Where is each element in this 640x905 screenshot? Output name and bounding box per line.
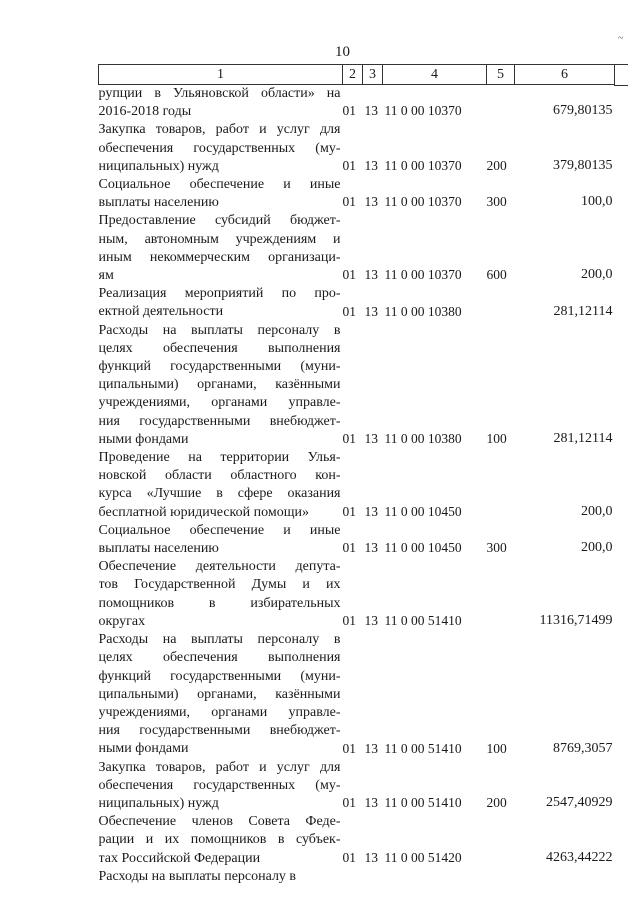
expense-name — [99, 813, 343, 868]
expense-name-line: новской области областного кон- — [98, 468, 341, 484]
subsection-code: 13 — [364, 158, 378, 174]
expense-type-code — [487, 285, 515, 321]
expense-name-line: помощников в избирательных — [98, 595, 341, 611]
expense-name — [99, 631, 343, 758]
target-article-code: 11 0 00 51420 — [384, 849, 462, 865]
expense-name-line: Расходы на выплаты персоналу в — [98, 868, 297, 884]
target-article-code: 11 0 00 10370 — [384, 103, 462, 119]
target-article-code: 11 0 00 10370 — [384, 158, 462, 174]
table-row — [99, 631, 615, 758]
expense-name-line: ципальными) органами, казёнными — [98, 686, 341, 702]
expense-name-line: Социальное обеспечение и иные — [98, 522, 341, 538]
expense-name-line: тах Российской Федерации — [98, 850, 261, 866]
expense-name-line: иным некоммерческим организаци- — [98, 249, 341, 265]
subsection-code: 13 — [364, 267, 378, 283]
expense-name — [99, 322, 343, 449]
table-row — [99, 85, 615, 122]
section-code — [343, 868, 363, 886]
expense-name-line: рации и их помощников в субъек- — [98, 832, 341, 848]
budget-table — [98, 64, 615, 886]
page-number: 10 — [335, 44, 350, 60]
expense-name-line: учреждениями, органами управле- — [98, 704, 341, 720]
subsection-code — [363, 868, 383, 886]
expense-type-code: 100 — [486, 740, 507, 756]
expense-type-code — [487, 558, 515, 631]
expense-type-code — [487, 449, 515, 522]
expense-name — [99, 868, 343, 886]
amount-value: 100,0 — [581, 194, 613, 210]
section-code: 01 — [342, 431, 356, 447]
expense-type-code: 300 — [486, 540, 507, 556]
subsection-code: 13 — [364, 795, 378, 811]
section-code: 01 — [342, 849, 356, 865]
expense-name-line: обеспечения государственных (му- — [98, 140, 341, 156]
expense-type-code — [487, 813, 515, 868]
amount-value — [515, 868, 615, 886]
expense-name — [99, 449, 343, 522]
expense-name-line: 2016-2018 годы — [98, 104, 192, 120]
expense-name-line: выплаты населению — [98, 195, 219, 211]
column-header-name: 1 — [99, 65, 343, 85]
section-code: 01 — [342, 194, 356, 210]
table-row — [99, 285, 615, 321]
expense-name-line: Социальное обеспечение и иные — [98, 177, 341, 193]
expense-type-code — [487, 85, 515, 122]
target-article-code — [383, 868, 487, 886]
expense-name-line: ным, автономным учреждениям и — [98, 231, 341, 247]
expense-name — [99, 558, 343, 631]
target-article-code: 11 0 00 10380 — [384, 303, 462, 319]
table-row — [99, 322, 615, 449]
column-header-subsection: 3 — [363, 65, 383, 85]
expense-name-line: Обеспечение деятельности депута- — [98, 559, 341, 575]
expense-name-line: ния государственными внебюджет- — [98, 413, 341, 429]
expense-name-line: функций государственными (муни- — [98, 668, 341, 684]
amount-value: 2547,40929 — [546, 795, 613, 811]
expense-name-line: бесплатной юридической помощи» — [98, 504, 309, 520]
expense-name-line: целях обеспечения выполнения — [98, 340, 341, 356]
expense-name-line: ния государственными внебюджет- — [98, 723, 341, 739]
expense-name-line: ектной деятельности — [98, 304, 224, 320]
expense-name-line: ными фондами — [98, 741, 189, 757]
expense-name-line: ниципальных) нужд — [98, 795, 219, 811]
subsection-code: 13 — [364, 103, 378, 119]
amount-value: 200,0 — [581, 503, 613, 519]
amount-value: 4263,44222 — [546, 849, 613, 865]
expense-type-code: 300 — [486, 194, 507, 210]
amount-value: 679,80135 — [553, 103, 613, 119]
target-article-code: 11 0 00 51410 — [384, 740, 462, 756]
expense-name-line: Расходы на выплаты персоналу в — [98, 632, 341, 648]
section-code: 01 — [342, 303, 356, 319]
expense-name — [99, 212, 343, 285]
subsection-code: 13 — [364, 740, 378, 756]
column-header-amount: 6 — [515, 65, 615, 85]
table-row — [99, 759, 615, 814]
column-header-expense-type: 5 — [487, 65, 515, 85]
section-code: 01 — [342, 740, 356, 756]
amount-value: 200,0 — [581, 540, 613, 556]
expense-type-code: 200 — [486, 795, 507, 811]
subsection-code: 13 — [364, 540, 378, 556]
target-article-code: 11 0 00 10370 — [384, 267, 462, 283]
expense-name-line: Обеспечение членов Совета Феде- — [98, 814, 341, 830]
target-article-code: 11 0 00 51410 — [384, 613, 462, 629]
expense-name-line: Реализация мероприятий по про- — [98, 286, 341, 302]
section-code: 01 — [342, 540, 356, 556]
expense-type-code: 100 — [486, 431, 507, 447]
amount-value: 200,0 — [581, 267, 613, 283]
expense-name-line: округах — [98, 613, 146, 629]
subsection-code: 13 — [364, 431, 378, 447]
subsection-code: 13 — [364, 303, 378, 319]
target-article-code: 11 0 00 10370 — [384, 194, 462, 210]
expense-name-line: обеспечения государственных (му- — [98, 777, 341, 793]
expense-name-line: ципальными) органами, казёнными — [98, 377, 341, 393]
section-code: 01 — [342, 795, 356, 811]
table-row — [99, 522, 615, 558]
expense-name-line: курса «Лучшие в сфере оказания — [98, 486, 341, 502]
column-header-target-article: 4 — [383, 65, 487, 85]
expense-name-line: ям — [98, 268, 114, 284]
expense-name — [99, 759, 343, 814]
table-row — [99, 121, 615, 176]
amount-value: 8769,3057 — [553, 740, 613, 756]
subsection-code: 13 — [364, 503, 378, 519]
column-number-header-row — [99, 65, 615, 85]
expense-name — [99, 85, 343, 122]
expense-name-line: Предоставление субсидий бюджет- — [98, 213, 341, 229]
target-article-code: 11 0 00 10450 — [384, 540, 462, 556]
subsection-code: 13 — [364, 194, 378, 210]
expense-name — [99, 176, 343, 212]
expense-name — [99, 121, 343, 176]
expense-type-code: 200 — [486, 158, 507, 174]
target-article-code: 11 0 00 10450 — [384, 503, 462, 519]
table-row — [99, 212, 615, 285]
expense-name-line: рупции в Ульяновской области» на — [98, 86, 341, 101]
expense-name-line: функций государственными (муни- — [98, 359, 341, 375]
amount-value: 379,80135 — [553, 158, 613, 174]
target-article-code: 11 0 00 51410 — [384, 795, 462, 811]
expense-name-line: учреждениями, органами управле- — [98, 395, 341, 411]
amount-value: 281,12114 — [553, 431, 613, 447]
expense-name-line: Проведение на территории Улья- — [98, 450, 341, 466]
column-header-section: 2 — [343, 65, 363, 85]
expense-name-line: Закупка товаров, работ и услуг для — [98, 759, 341, 775]
table-row — [99, 813, 615, 868]
expense-name — [99, 522, 343, 558]
subsection-code: 13 — [364, 613, 378, 629]
subsection-code: 13 — [364, 849, 378, 865]
expense-name-line: Закупка товаров, работ и услуг для — [98, 122, 341, 138]
table-row — [99, 449, 615, 522]
expense-name-line: ниципальных) нужд — [98, 158, 219, 174]
section-code: 01 — [342, 267, 356, 283]
section-code: 01 — [342, 613, 356, 629]
expense-type-code: 600 — [486, 267, 507, 283]
header-border-extension — [614, 64, 628, 86]
expense-name-line: выплаты населению — [98, 541, 219, 557]
expense-name — [99, 285, 343, 321]
target-article-code: 11 0 00 10380 — [384, 431, 462, 447]
table-row — [99, 176, 615, 212]
section-code: 01 — [342, 503, 356, 519]
expense-name-line: тов Государственной Думы и их — [98, 577, 341, 593]
table-row — [99, 558, 615, 631]
amount-value: 11316,71499 — [539, 613, 613, 629]
expense-type-code — [487, 868, 515, 886]
amount-value: 281,12114 — [553, 303, 613, 319]
table-row — [99, 868, 615, 886]
section-code: 01 — [342, 158, 356, 174]
section-code: 01 — [342, 103, 356, 119]
expense-name-line: целях обеспечения выполнения — [98, 650, 341, 666]
corner-mark: ~ — [618, 33, 624, 44]
expense-name-line: ными фондами — [98, 431, 189, 447]
expense-name-line: Расходы на выплаты персоналу в — [98, 322, 341, 338]
